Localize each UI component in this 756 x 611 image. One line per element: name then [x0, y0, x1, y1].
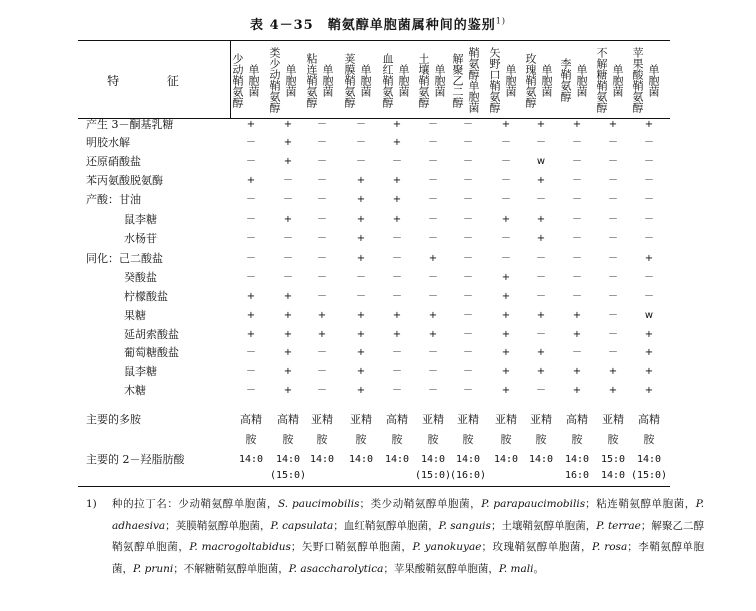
species-latin-name: P. rosa [592, 541, 628, 553]
polyamine-cell: 胺 [462, 433, 474, 446]
table-cell: － [392, 272, 402, 283]
table-cell: － [428, 366, 438, 377]
species-chinese-name: 少动鞘氨醇单胞菌 [178, 498, 267, 510]
column-header: 李鞘氨醇 [559, 58, 572, 102]
table-cell: － [572, 291, 582, 302]
table-cell: － [608, 214, 618, 225]
species-chinese-name: 玫瑰鞘氨醇单胞菌 [491, 541, 581, 553]
table-cell: + [644, 253, 654, 264]
table-cell: + [392, 119, 402, 130]
row-label: 延胡索酸盐 [124, 328, 179, 341]
table-cell: － [392, 347, 402, 358]
table-cell: － [463, 175, 473, 186]
species-latin-name: P. sanguis [438, 519, 491, 532]
table-cell: － [463, 329, 473, 340]
fatty-acid-cell: 14:0 [238, 454, 264, 465]
table-cell: + [644, 366, 654, 377]
table-cell: + [356, 194, 366, 205]
polyamine-cell: 高精 [240, 413, 262, 426]
table-cell: － [246, 137, 256, 148]
polyamine-cell: 胺 [391, 433, 403, 446]
species-chinese-name: 矢野口鞘氨醇单胞菌 [301, 541, 402, 553]
table-cell: + [572, 310, 582, 321]
table-cell: + [356, 233, 366, 244]
column-header: 单胞菌 [284, 63, 297, 97]
table-cell: + [428, 310, 438, 321]
table-cell: － [392, 156, 402, 167]
table-cell: － [246, 194, 256, 205]
polyamine-cell: 亚精 [422, 413, 444, 426]
fatty-acid-cell: (15:0) [630, 470, 668, 481]
table-cell: + [392, 310, 402, 321]
row-label: 葡萄糖酸盐 [124, 346, 179, 359]
table-cell: + [644, 119, 654, 130]
table-cell: + [501, 347, 511, 358]
table-title: 鞘氨醇单胞菌属种间的鉴别 [327, 18, 496, 33]
table-caption [0, 14, 756, 33]
table-cell: － [317, 253, 327, 264]
column-header: 鞘氨醇单胞菌 [467, 47, 480, 113]
table-cell: － [463, 214, 473, 225]
table-cell: － [356, 156, 366, 167]
table-cell: + [283, 310, 293, 321]
species-chinese-name: 不解糖鞘氨醇单胞菌 [183, 562, 279, 575]
polyamine-cell: 胺 [355, 433, 367, 446]
species-latin-name: P. mali [498, 562, 534, 575]
fatty-acid-cell: 14:0 [564, 454, 590, 465]
polyamine-cell: 高精 [638, 413, 660, 426]
species-chinese-name: 土壤鞘氨醇单胞菌 [501, 519, 586, 532]
table-cell: － [428, 385, 438, 396]
table-cell: － [317, 347, 327, 358]
column-header: 单胞菌 [247, 63, 260, 97]
column-header: 单胞菌 [397, 63, 410, 97]
table-cell: － [608, 329, 618, 340]
table-cell: + [501, 310, 511, 321]
table-cell: － [317, 137, 327, 148]
table-cell: － [392, 253, 402, 264]
table-cell: － [356, 291, 366, 302]
row-label: 癸酸盐 [124, 271, 157, 284]
table-cell: － [501, 194, 511, 205]
table-cell: + [608, 366, 618, 377]
table-cell: + [283, 156, 293, 167]
table-cell: － [608, 156, 618, 167]
table-cell: － [356, 272, 366, 283]
table-cell: － [392, 385, 402, 396]
table-cell: + [392, 329, 402, 340]
row-label: 产生 3－酮基乳糖 [86, 118, 174, 131]
table-cell: + [356, 385, 366, 396]
row-label: 同化：己二酸盐 [86, 252, 163, 265]
table-cell: － [572, 214, 582, 225]
table-cell: － [644, 272, 654, 283]
table-cell: － [317, 233, 327, 244]
fatty-acid-cell: 14:0 [600, 470, 626, 481]
table-cell: － [501, 156, 511, 167]
table-cell: － [428, 291, 438, 302]
table-cell: + [536, 233, 546, 244]
polyamine-cell: 胺 [282, 433, 294, 446]
table-cell: － [608, 194, 618, 205]
species-chinese-name: 解聚乙二醇鞘氨醇单胞菌 [112, 519, 705, 553]
polyamine-cell: 胺 [245, 433, 257, 446]
species-latin-name: S. paucimobilis [277, 498, 360, 510]
row-label: 明胶水解 [86, 136, 130, 149]
polyamine-cell: 亚精 [530, 413, 552, 426]
table-cell: － [608, 253, 618, 264]
fatty-acid-cell: 14:0 [636, 454, 662, 465]
table-cell: + [392, 194, 402, 205]
polyamine-cell: 胺 [607, 433, 619, 446]
table-cell: － [644, 233, 654, 244]
table-cell: + [317, 310, 327, 321]
column-header: 玫瑰鞘氨醇 [524, 52, 537, 108]
table-cell: － [644, 175, 654, 186]
table-cell: － [572, 253, 582, 264]
top-rule [78, 40, 670, 41]
table-cell: + [356, 253, 366, 264]
table-cell: － [317, 291, 327, 302]
table-cell: － [536, 291, 546, 302]
table-cell: － [572, 233, 582, 244]
column-header: 单胞菌 [359, 63, 372, 97]
column-header: 类少动鞘氨醇 [268, 47, 281, 113]
column-header: 血红鞘氨醇 [381, 52, 394, 108]
table-cell: － [536, 329, 546, 340]
table-cell: + [536, 119, 546, 130]
table-cell: － [246, 366, 256, 377]
table-number: 表 4－35 [250, 18, 314, 33]
species-chinese-name: 李鞘氨醇单胞菌 [112, 541, 705, 575]
table-cell: － [317, 272, 327, 283]
row-label: 果糖 [124, 309, 146, 322]
column-header: 单胞菌 [433, 63, 446, 97]
column-header: 单胞菌 [321, 63, 334, 97]
fatty-acid-cell: (16:0) [449, 470, 487, 481]
table-cell: + [356, 214, 366, 225]
table-cell: － [536, 385, 546, 396]
table-cell: － [356, 137, 366, 148]
table-cell: + [392, 214, 402, 225]
row-label: 水杨苷 [124, 232, 157, 245]
table-cell: － [317, 385, 327, 396]
polyamine-cell: 胺 [427, 433, 439, 446]
table-cell: － [463, 194, 473, 205]
table-cell: + [644, 329, 654, 340]
polyamine-cell: 亚精 [602, 413, 624, 426]
table-cell: － [356, 119, 366, 130]
table-cell: + [283, 385, 293, 396]
table-cell: + [356, 310, 366, 321]
row-label: 鼠李糖 [124, 213, 157, 226]
table-cell: + [501, 385, 511, 396]
table-cell: + [283, 137, 293, 148]
species-latin-name: P. terrae [596, 519, 641, 532]
polyamine-cell: 胺 [500, 433, 512, 446]
fatty-acid-cell: (15:0) [414, 470, 452, 481]
polyamine-cell: 胺 [316, 433, 328, 446]
fatty-acid-cell: 14:0 [420, 454, 446, 465]
footnote-intro: 种的拉丁名： [112, 498, 179, 510]
bottom-rule [78, 486, 670, 487]
table-cell: + [283, 366, 293, 377]
column-header: 单胞菌 [611, 63, 624, 97]
polyamine-cell: 高精 [566, 413, 588, 426]
species-latin-name: P. pruni [133, 562, 174, 575]
table-cell: － [246, 214, 256, 225]
species-latin-name: P. adhaesiva [112, 498, 705, 532]
table-cell: + [392, 137, 402, 148]
table-cell: － [428, 137, 438, 148]
table-cell: + [246, 310, 256, 321]
fatty-acid-row-label: 主要的 2－羟脂肪酸 [86, 453, 185, 466]
table-cell: + [572, 385, 582, 396]
table-cell: － [317, 156, 327, 167]
table-cell: － [283, 233, 293, 244]
table-cell: + [246, 119, 256, 130]
table-cell: － [501, 233, 511, 244]
table-cell: － [428, 156, 438, 167]
table-cell: － [463, 291, 473, 302]
table-cell: － [428, 233, 438, 244]
table-cell: + [501, 272, 511, 283]
footnote-text: 种的拉丁名：少动鞘氨醇单胞菌，S. paucimobilis；类少动鞘氨醇单胞菌，P. parapaucimobilis；粘连鞘氨醇单胞菌，P. adhaesiva；荚膜鞘氨醇单胞菌，P. capsulata；血红鞘氨醇单胞菌，P. sanguis；土壤鞘氨醇单胞菌，P. terrae；解聚乙二醇鞘氨醇单胞菌，P. macrogoltabidus；矢野口鞘氨醇单胞菌，P. yanokuyae；玫瑰鞘氨醇单胞菌，P. rosa；李鞘氨醇单胞菌，P. pruni；不解糖鞘氨醇单胞菌，P. asaccharolytica；苹果酸鞘氨醇单胞菌，P. mali。 [112, 498, 705, 575]
table-cell: － [463, 366, 473, 377]
polyamine-row-label: 主要的多胺 [86, 413, 141, 426]
table-cell: － [501, 137, 511, 148]
species-chinese-name: 荚膜鞘氨醇单胞菌 [175, 519, 260, 532]
table-cell: － [392, 233, 402, 244]
table-cell: － [428, 194, 438, 205]
column-header: 单胞菌 [504, 63, 517, 97]
column-header: 土壤鞘氨醇 [417, 52, 430, 108]
column-header: 单胞菌 [647, 63, 660, 97]
table-cell: － [608, 291, 618, 302]
table-cell: － [317, 366, 327, 377]
polyamine-cell: 胺 [571, 433, 583, 446]
table-cell: － [283, 253, 293, 264]
table-cell: + [356, 175, 366, 186]
table-cell: + [283, 291, 293, 302]
table-cell: － [608, 137, 618, 148]
table-cell: － [317, 214, 327, 225]
table-cell: + [536, 175, 546, 186]
table-cell: － [608, 272, 618, 283]
table-cell: － [317, 194, 327, 205]
row-label: 产酸：甘油 [86, 193, 141, 206]
table-cell: + [536, 347, 546, 358]
table-cell: － [608, 310, 618, 321]
table-cell: － [572, 137, 582, 148]
species-chinese-name: 血红鞘氨醇单胞菌 [343, 519, 429, 532]
table-cell: － [644, 137, 654, 148]
table-cell: － [572, 156, 582, 167]
species-latin-name: P. asaccharolytica [288, 562, 384, 575]
table-cell: + [501, 366, 511, 377]
column-header: 不解糖鞘氨醇 [595, 47, 608, 113]
column-header: 解聚乙二醇 [451, 52, 464, 108]
table-cell: + [501, 329, 511, 340]
table-cell: + [644, 347, 654, 358]
table-cell: － [572, 347, 582, 358]
table-cell: + [536, 214, 546, 225]
fatty-acid-cell: 14:0 [309, 454, 335, 465]
table-cell: + [608, 119, 618, 130]
table-cell: － [317, 119, 327, 130]
table-cell: w [644, 310, 654, 321]
polyamine-cell: 高精 [386, 413, 408, 426]
table-cell: + [356, 329, 366, 340]
table-cell: + [283, 214, 293, 225]
table-cell: － [283, 175, 293, 186]
column-header: 少动鞘氨醇 [231, 52, 244, 108]
fatty-acid-cell: 15:0 [600, 454, 626, 465]
column-header: 荚膜鞘氨醇 [343, 52, 356, 108]
table-cell: － [536, 253, 546, 264]
column-header: 粘连鞘氨醇 [305, 52, 318, 108]
table-cell: + [356, 366, 366, 377]
fatty-acid-cell: 14:0 [384, 454, 410, 465]
table-cell: + [608, 385, 618, 396]
fatty-acid-cell: 14:0 [348, 454, 374, 465]
table-cell: － [463, 253, 473, 264]
table-cell: + [644, 385, 654, 396]
table-cell: － [246, 272, 256, 283]
table-cell: － [428, 175, 438, 186]
table-cell: － [463, 310, 473, 321]
table-cell: － [572, 175, 582, 186]
table-cell: － [246, 253, 256, 264]
table-cell: － [644, 194, 654, 205]
table-cell: － [246, 233, 256, 244]
footnote-marker-label: 1) [86, 498, 97, 510]
species-latin-name: P. parapaucimobilis [481, 498, 586, 510]
species-chinese-name: 粘连鞘氨醇单胞菌 [595, 498, 685, 510]
fatty-acid-cell: 16:0 [564, 470, 590, 481]
table-cell: + [283, 119, 293, 130]
table-cell: + [392, 175, 402, 186]
table-cell: － [644, 214, 654, 225]
table-cell: + [536, 310, 546, 321]
table-cell: － [463, 233, 473, 244]
table-cell: + [428, 253, 438, 264]
table-cell: － [283, 194, 293, 205]
fatty-acid-cell: (15:0) [269, 470, 307, 481]
polyamine-cell: 亚精 [311, 413, 333, 426]
polyamine-cell: 亚精 [457, 413, 479, 426]
species-chinese-name: 苹果酸鞘氨醇单胞菌 [393, 562, 489, 575]
table-cell: － [283, 272, 293, 283]
fatty-acid-cell: 14:0 [455, 454, 481, 465]
table-cell: － [428, 214, 438, 225]
table-cell: － [608, 175, 618, 186]
column-header: 单胞菌 [575, 63, 588, 97]
column-header: 单胞菌 [540, 63, 553, 97]
table-cell: － [463, 119, 473, 130]
fatty-acid-cell: 14:0 [275, 454, 301, 465]
polyamine-cell: 高精 [277, 413, 299, 426]
table-cell: + [572, 366, 582, 377]
table-cell: － [463, 156, 473, 167]
table-cell: + [317, 329, 327, 340]
table-cell: + [428, 329, 438, 340]
table-cell: － [463, 137, 473, 148]
table-cell: + [246, 329, 256, 340]
column-header: 矢野口鞘氨醇 [488, 47, 501, 113]
polyamine-cell: 胺 [535, 433, 547, 446]
fatty-acid-cell: 14:0 [493, 454, 519, 465]
species-latin-name: P. capsulata [270, 519, 334, 532]
species-latin-name: P. yanokuyae [412, 541, 482, 553]
footnote-marker: 1) [495, 16, 506, 26]
table-cell: － [572, 272, 582, 283]
polyamine-cell: 胺 [643, 433, 655, 446]
table-cell: － [428, 272, 438, 283]
row-label: 柠檬酸盐 [124, 290, 168, 303]
table-cell: + [536, 366, 546, 377]
table-cell: － [536, 137, 546, 148]
row-label: 还原硝酸盐 [86, 155, 141, 168]
feature-column-header: 特 征 [107, 74, 201, 88]
column-header: 苹果酸鞘氨醇 [631, 47, 644, 113]
species-latin-name: P. macrogoltabidus [189, 541, 291, 553]
row-label: 木糖 [124, 384, 146, 397]
table-cell: + [501, 291, 511, 302]
table-cell: + [572, 119, 582, 130]
polyamine-cell: 亚精 [350, 413, 372, 426]
table-cell: － [246, 385, 256, 396]
table-cell: w [536, 156, 546, 167]
table-cell: － [536, 272, 546, 283]
table-cell: － [644, 156, 654, 167]
table-cell: － [392, 291, 402, 302]
table-cell: － [608, 347, 618, 358]
table-cell: － [463, 347, 473, 358]
row-label: 鼠李糖 [124, 365, 157, 378]
table-cell: － [246, 347, 256, 358]
table-cell: + [246, 175, 256, 186]
table-cell: － [428, 119, 438, 130]
table-cell: － [317, 175, 327, 186]
footnote [86, 494, 705, 580]
table-cell: － [246, 156, 256, 167]
table-cell: + [572, 329, 582, 340]
table-cell: + [501, 214, 511, 225]
species-chinese-name: 类少动鞘氨醇单胞菌 [370, 498, 471, 510]
table-cell: － [572, 194, 582, 205]
row-label: 苯丙氨酸脱氨酶 [86, 174, 163, 187]
table-cell: + [283, 347, 293, 358]
fatty-acid-cell: 14:0 [528, 454, 554, 465]
table-cell: － [536, 194, 546, 205]
table-cell: － [501, 175, 511, 186]
table-cell: + [246, 291, 256, 302]
table-cell: － [463, 385, 473, 396]
table-cell: － [392, 366, 402, 377]
table-cell: － [644, 291, 654, 302]
table-cell: － [501, 253, 511, 264]
table-cell: － [428, 347, 438, 358]
table-cell: + [501, 119, 511, 130]
table-cell: － [608, 233, 618, 244]
table-cell: － [463, 272, 473, 283]
table-cell: + [283, 329, 293, 340]
polyamine-cell: 亚精 [495, 413, 517, 426]
table-cell: + [356, 347, 366, 358]
